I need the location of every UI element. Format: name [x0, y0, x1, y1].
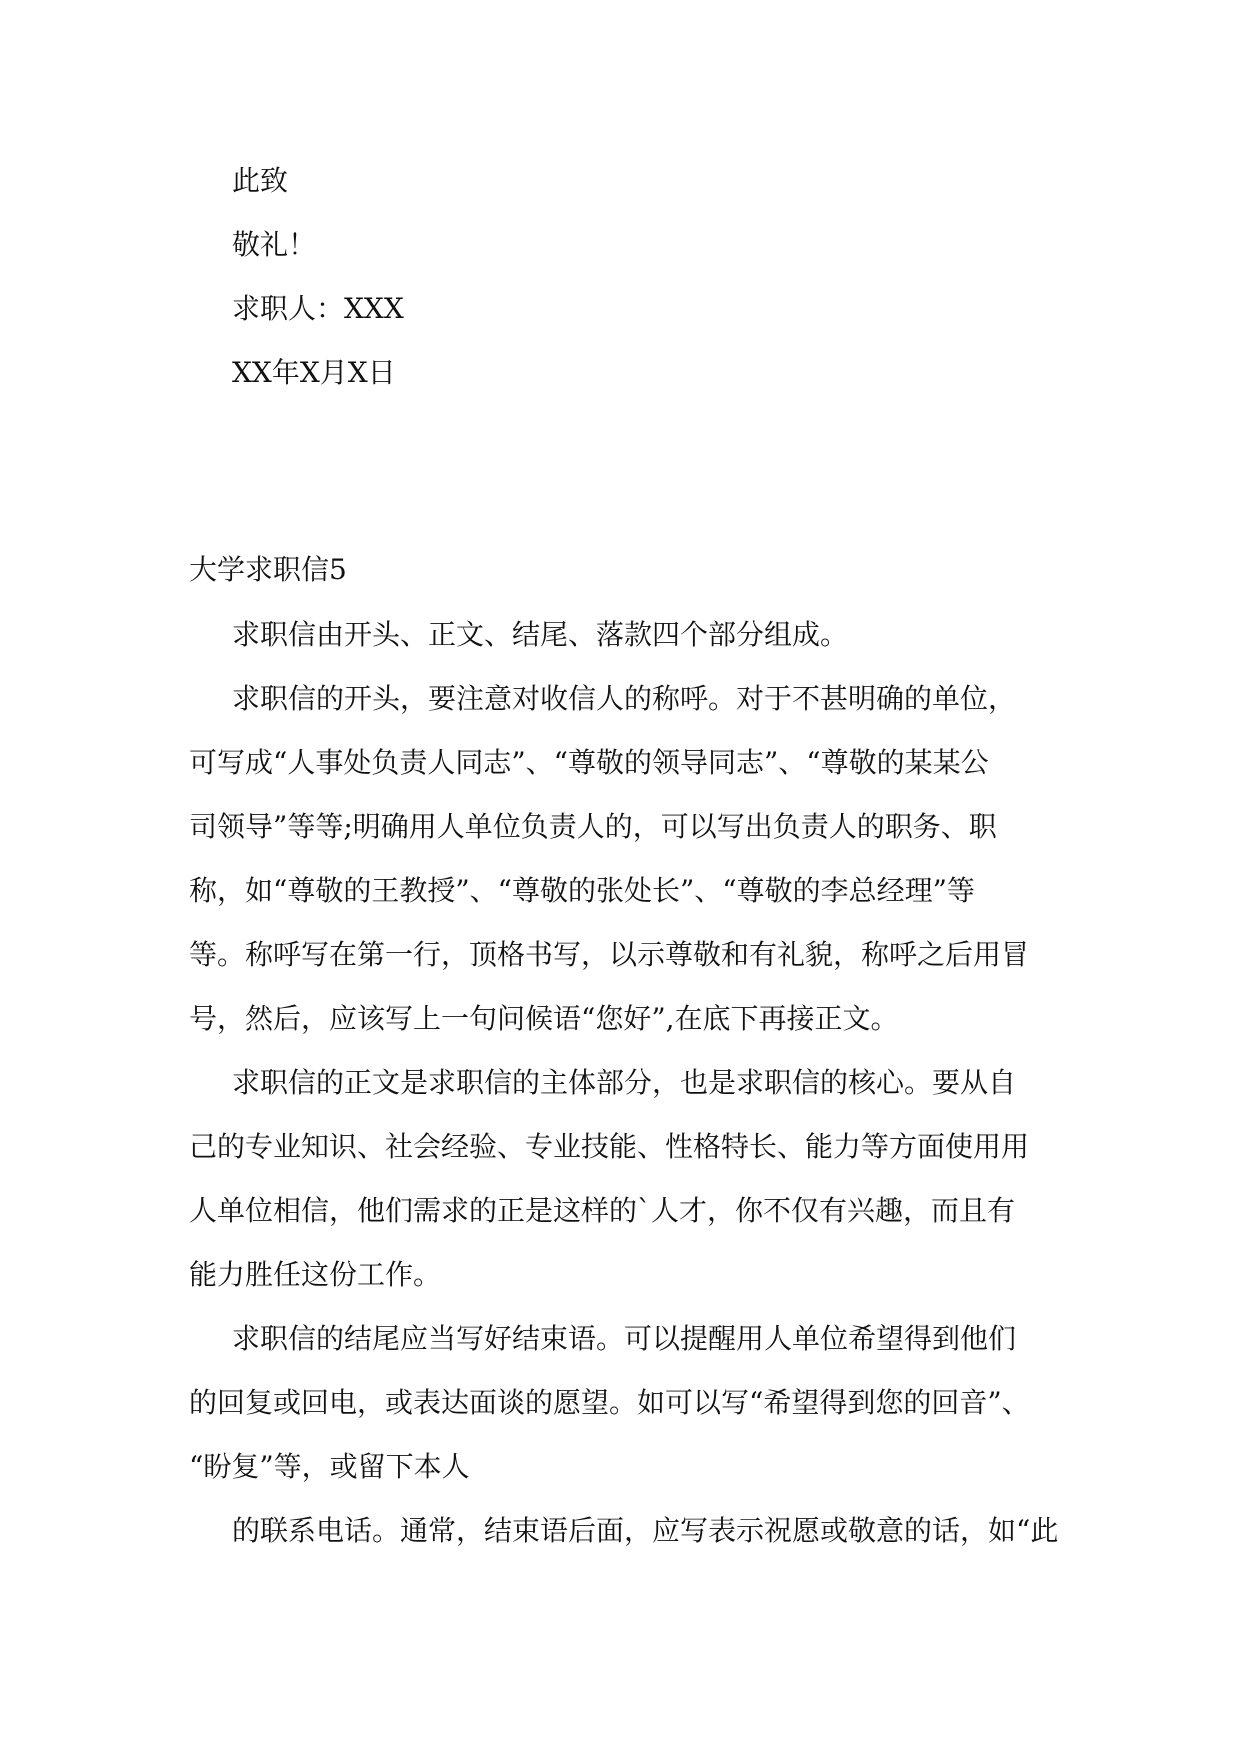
paragraph-line: 人单位相信，他们需求的正是这样的`人才，你不仅有兴趣，而且有 — [189, 1194, 1016, 1227]
paragraph-line: 求职信由开头、正文、结尾、落款四个部分组成。 — [232, 618, 849, 651]
paragraph-line: 求职信的开头，要注意对收信人的称呼。对于不甚明确的单位， — [232, 682, 1017, 715]
paragraph-line: 己的专业知识、社会经验、专业技能、性格特长、能力等方面使用用 — [189, 1130, 1030, 1163]
closing-salutation: 此致 — [232, 164, 289, 197]
closing-regards: 敬礼！ — [232, 228, 317, 261]
section-title: 大学求职信5 — [189, 553, 347, 586]
paragraph-line: “盼复”等，或留下本人 — [189, 1450, 470, 1483]
paragraph-line: 求职信的结尾应当写好结束语。可以提醒用人单位希望得到他们 — [232, 1322, 1017, 1355]
signer-line: 求职人：XXX — [232, 292, 404, 325]
paragraph-line: 的联系电话。通常，结束语后面，应写表示祝愿或敬意的话，如“此 — [232, 1514, 1059, 1547]
paragraph-line: 可写成“人事处负责人同志”、“尊敬的领导同志”、“尊敬的某某公 — [189, 746, 989, 779]
paragraph-line: 等。称呼写在第一行，顶格书写，以示尊敬和有礼貌，称呼之后用冒 — [189, 938, 1030, 971]
paragraph-line: 能力胜任这份工作。 — [189, 1258, 442, 1291]
paragraph-line: 的回复或回电，或表达面谈的愿望。如可以写“希望得到您的回音”、 — [189, 1386, 1030, 1419]
paragraph-line: 司领导”等等;明确用人单位负责人的，可以写出负责人的职务、职 — [189, 810, 997, 843]
paragraph-line: 号，然后，应该写上一句问候语“您好”,在底下再接正文。 — [189, 1002, 899, 1035]
date-line: XX年X月X日 — [232, 356, 396, 389]
paragraph-line: 求职信的正文是求职信的主体部分，也是求职信的核心。要从自 — [232, 1066, 1017, 1099]
paragraph-line: 称，如“尊敬的王教授”、“尊敬的张处长”、“尊敬的李总经理”等 — [189, 874, 975, 907]
